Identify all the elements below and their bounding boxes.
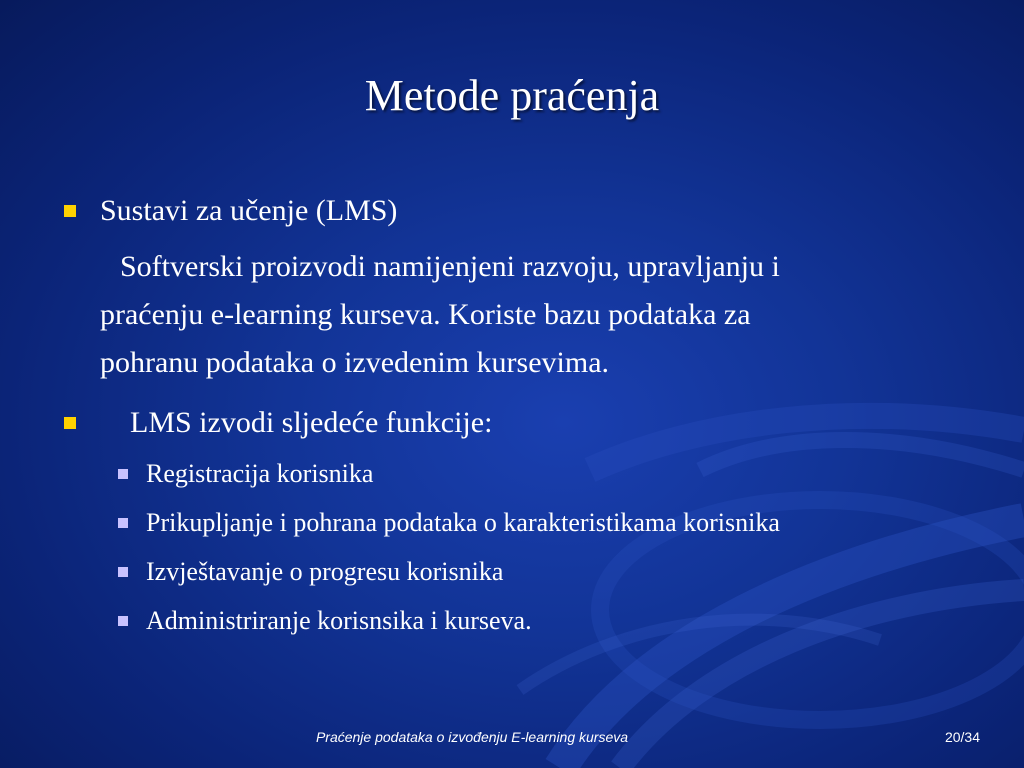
sub-bullet-marker [118, 518, 128, 528]
bullet-marker [64, 417, 76, 429]
bullet-functions-label: LMS izvodi sljedeće funkcije: [130, 406, 493, 439]
sub-bullet-marker [118, 469, 128, 479]
footer-text: Praćenje podataka o izvođenju E-learning kurseva [315, 729, 629, 745]
bullet-lms-label: Sustavi za učenje (LMS) [100, 194, 398, 227]
sub-bullet-marker [118, 616, 128, 626]
page-number: 20/34 [944, 729, 980, 745]
sub-item: Izvještavanje o progresu korisnika [146, 557, 504, 586]
sub-item: Registracija korisnika [146, 459, 374, 488]
bullet-lms-description-line: Softverski proizvodi namijenjeni razvoju, upravljanju i [120, 250, 780, 283]
sub-bullet-marker [118, 567, 128, 577]
sub-item: Administriranje korisnsika i kurseva. [146, 606, 532, 635]
bullet-marker [64, 205, 76, 217]
sub-item: Prikupljanje i pohrana podataka o karakteristikama korisnika [146, 508, 780, 537]
bullet-lms-description-line: praćenju e-learning kurseva. Koriste bazu podataka za [100, 298, 751, 331]
bullet-lms-description-line: pohranu podataka o izvedenim kursevima. [100, 346, 610, 379]
slide-title: Metode praćenja [364, 71, 660, 120]
